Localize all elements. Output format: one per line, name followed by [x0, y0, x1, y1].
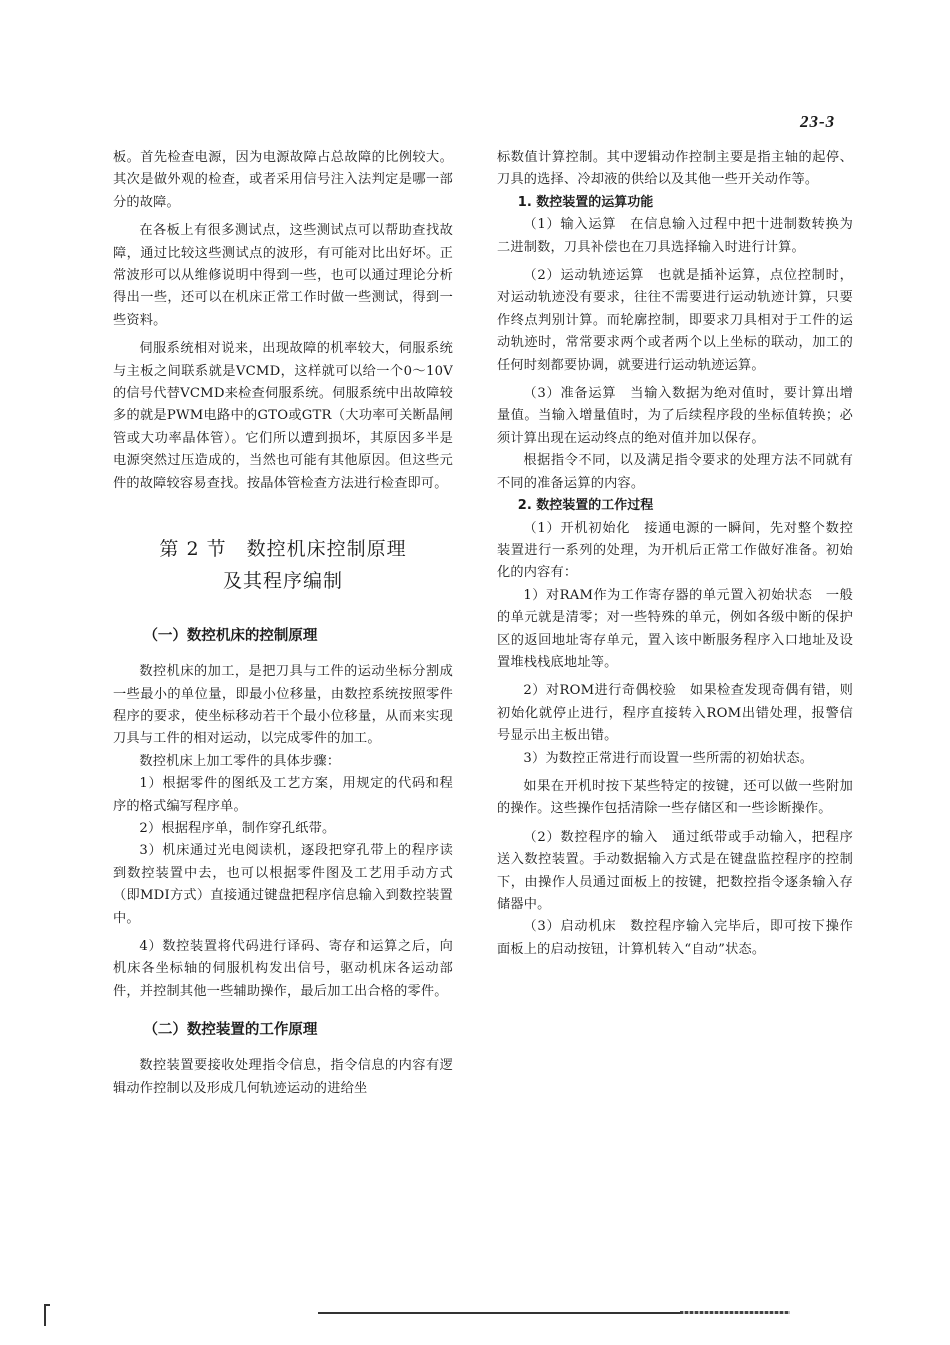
paragraph: 数控机床的加工，是把刀具与工件的运动坐标分割成一些最小的单位量，即最小位移量，由数控系统按照零件程序的要求，使坐标移动若干个最小位移量，从而来实现刀具与工件的相对运动，以完成零件的加工。: [113, 664, 453, 747]
section-title: [113, 533, 453, 597]
paragraph: 标数值计算控制。其中逻辑动作控制主要是指主轴的起停、刀具的选择、冷却液的供给以及其他一些开关动作等。: [497, 150, 853, 188]
page-number: 23-3: [800, 112, 836, 131]
bottom-rule-fade: [680, 1311, 790, 1314]
section-title-line: 及其程序编制: [222, 570, 343, 593]
paragraph: 如果在开机时按下某些特定的按键，还可以做一些附加的操作。这些操作包括清除一些存储区和一些诊断操作。: [497, 778, 853, 817]
paragraph: （3）准备运算 当输入数据为绝对值时，要计算出增量值。当输入增量值时，为了后续程序段的坐标值转换；必须计算出现在运动终点的绝对值并加以保存。: [497, 386, 853, 446]
paragraph: （1）输入运算 在信息输入过程中把十进制数转换为二进制数，刀具补偿也在刀具选择输入时进行计算。: [497, 217, 853, 255]
left-column: [113, 147, 453, 1100]
list-item: 4）数控装置将代码进行译码、寄存和运算之后，向机床各坐标轴的伺服机构发出信号，驱动机床各运动部件，并控制其他一些辅助操作，最后加工出合格的零件。: [113, 938, 453, 999]
numbered-heading: 2. 数控装置的工作过程: [517, 498, 654, 514]
paragraph: 数控机床上加工零件的具体步骤：: [139, 753, 341, 769]
right-column: [497, 147, 853, 961]
list-item: 3）为数控正常进行而设置一些所需的初始状态。: [523, 750, 814, 766]
paragraph: 数控装置要接收处理指令信息，指令信息的内容有逻辑动作控制以及形成几何轨迹运动的进给坐: [113, 1058, 453, 1096]
subsection-heading: （一）数控机床的控制原理: [143, 628, 318, 645]
list-item: 2）根据程序单，制作穿孔纸带。: [139, 820, 336, 836]
paragraph: （3）启动机床 数控程序输入完毕后，即可按下操作面板上的启动按钮，计算机转入“自动”状态。: [497, 919, 853, 957]
numbered-heading: 1. 数控装置的运算功能: [517, 194, 654, 210]
paragraph: （2）运动轨迹运算 也就是插补运算，点位控制时，对运动轨迹没有要求，往往不需要进行运动轨迹计算，只要作终点判别计算。而轮廓控制，即要求刀具相对于工件的运动轨迹时，常常要求两个或者两个以上坐标的联动，加工的任何时刻都要协调，就要进行运动轨迹运算。: [497, 268, 853, 373]
subsection-heading: （二）数控装置的工作原理: [143, 1022, 318, 1039]
paragraph: （1）开机初始化 接通电源的一瞬间，先对整个数控装置进行一系列的处理，为开机后正常工作做好准备。初始化的内容有：: [497, 520, 853, 581]
paragraph: 伺服系统相对说来，出现故障的机率较大，伺服系统与主板之间联系就是VCMD，这样就可以给一个0～10V的信号代替VCMD来检查伺服系统。伺服系统中出故障较多的就是PWM电路中的GTO或GTR（大功率可关断晶闸管或大功率晶体管）。它们所以遭到损坏，其原因多半是电源突然过压造成的，当然也可能有其他原因。但这些元件的故障较容易查找。按晶体管检查方法进行检查即可。: [113, 341, 453, 491]
paragraph: 板。首先检查电源，因为电源故障占总故障的比例较大。其次是做外观的检查，或者采用信号注入法判定是哪一部分的故障。: [113, 150, 453, 210]
list-item: 1）对RAM作为工作寄存器的单元置入初始状态 一般的单元就是清零；对一些特殊的单元，例如各级中断的保护区的返回地址寄存单元，置入该中断服务程序入口地址及设置堆栈栈底地址等。: [497, 587, 853, 670]
section-title-line: 第 2 节 数控机床控制原理: [159, 538, 407, 561]
corner-mark: [44, 1304, 46, 1326]
paragraph: 根据指令不同，以及满足指令要求的处理方法不同就有不同的准备运算的内容。: [497, 453, 853, 491]
paragraph: （2）数控程序的输入 通过纸带或手动输入，把程序送入数控装置。手动数据输入方式是在键盘监控程序的控制下，由操作人员通过面板上的按键，把数控指令逐条输入存储器中。: [497, 829, 853, 912]
list-item: 2）对ROM进行奇偶校验 如果检查发现奇偶有错，则初始化就停止进行，程序直接转入ROM出错处理，报警信号显示出主板出错。: [497, 683, 853, 744]
list-item: 3）机床通过光电阅读机，逐段把穿孔带上的程序读到数控装置中去，也可以根据零件图及工艺用手动方式（即MDI方式）直接通过键盘把程序信息输入到数控装置中。: [113, 843, 453, 926]
paragraph: 在各板上有很多测试点，这些测试点可以帮助查找故障，通过比较这些测试点的波形，有可能对比出好坏。正常波形可以从维修说明中得到一些，也可以通过理论分析得出一些，还可以在机床正常工作时做一些测试，得到一些资料。: [113, 223, 453, 328]
list-item: 1）根据零件的图纸及工艺方案，用规定的代码和程序的格式编写程序单。: [113, 776, 453, 814]
